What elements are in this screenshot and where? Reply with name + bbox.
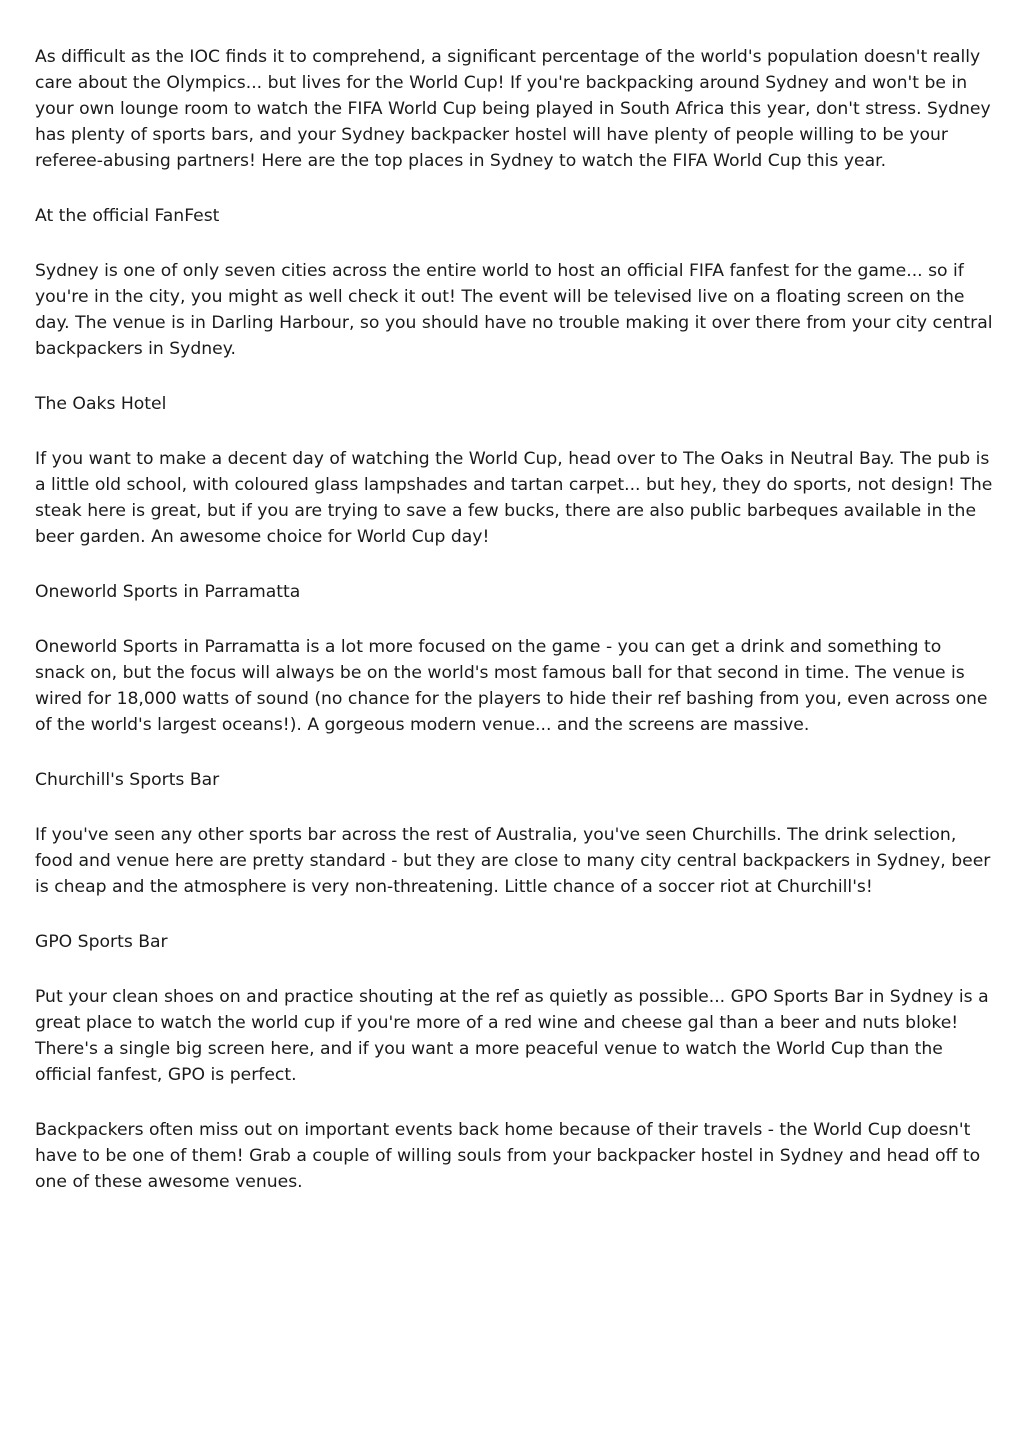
oaks-hotel-paragraph: If you want to make a decent day of watching the World Cup, head over to The Oaks in Neutral Bay. The pub is a little old school, with coloured glass lampshades and tartan carpet... but hey, they do sports, not design! The steak here is great, but if you are trying to save a few bucks, there are also public barbeques available in the beer garden. An awesome choice for World Cup day!	[35, 449, 993, 547]
section-heading-oaks-hotel: The Oaks Hotel	[35, 394, 167, 414]
section-heading-gpo-sports-bar: GPO Sports Bar	[35, 932, 168, 952]
intro-paragraph: As difficult as the IOC finds it to comprehend, a significant percentage of the world's population doesn't really care about the Olympics... but lives for the World Cup! If you're backpacking around Sydney and won't be in your own lounge room to watch the FIFA World Cup being played in South Africa this year, don't stress. Sydney has plenty of sports bars, and your Sydney backpacker hostel will have plenty of people willing to be your referee-abusing partners! Here are the top places in Sydney to watch the FIFA World Cup this year.	[35, 47, 991, 171]
gpo-sports-bar-paragraph: Put your clean shoes on and practice shouting at the ref as quietly as possible... GPO Sports Bar in Sydney is a great place to watch the world cup if you're more of a red wine and cheese gal than a beer and nuts bloke! There's a single big screen here, and if you want a more peaceful venue to watch the World Cup than the official fanfest, GPO is perfect.	[35, 987, 989, 1085]
section-heading-oneworld-sports: Oneworld Sports in Parramatta	[35, 582, 301, 602]
oneworld-sports-paragraph: Oneworld Sports in Parramatta is a lot more focused on the game - you can get a drink and something to snack on, but the focus will always be on the world's most famous ball for that second in time. The venue is wired for 18,000 watts of sound (no chance for the players to hide their ref bashing from you, even across one of the world's largest oceans!). A gorgeous modern venue... and the screens are massive.	[35, 637, 988, 735]
closing-paragraph: Backpackers often miss out on important events back home because of their travels - the World Cup doesn't have to be one of them! Grab a couple of willing souls from your backpacker hostel in Sydney and head off to one of these awesome venues.	[35, 1120, 981, 1192]
section-heading-churchills: Churchill's Sports Bar	[35, 770, 220, 790]
churchills-paragraph: If you've seen any other sports bar across the rest of Australia, you've seen Churchills. The drink selection, food and venue here are pretty standard - but they are close to many city central backpackers in Sydney, beer is cheap and the atmosphere is very non-threatening. Little chance of a soccer riot at Churchill's!	[35, 825, 991, 897]
section-heading-fanfest: At the official FanFest	[35, 206, 220, 226]
fanfest-paragraph: Sydney is one of only seven cities across the entire world to host an official FIFA fanfest for the game... so if you're in the city, you might as well check it out! The event will be televised live on a floating screen on the day. The venue is in Darling Harbour, so you should have no trouble making it over there from your city central backpackers in Sydney.	[35, 261, 993, 359]
document-body	[35, 44, 995, 1224]
